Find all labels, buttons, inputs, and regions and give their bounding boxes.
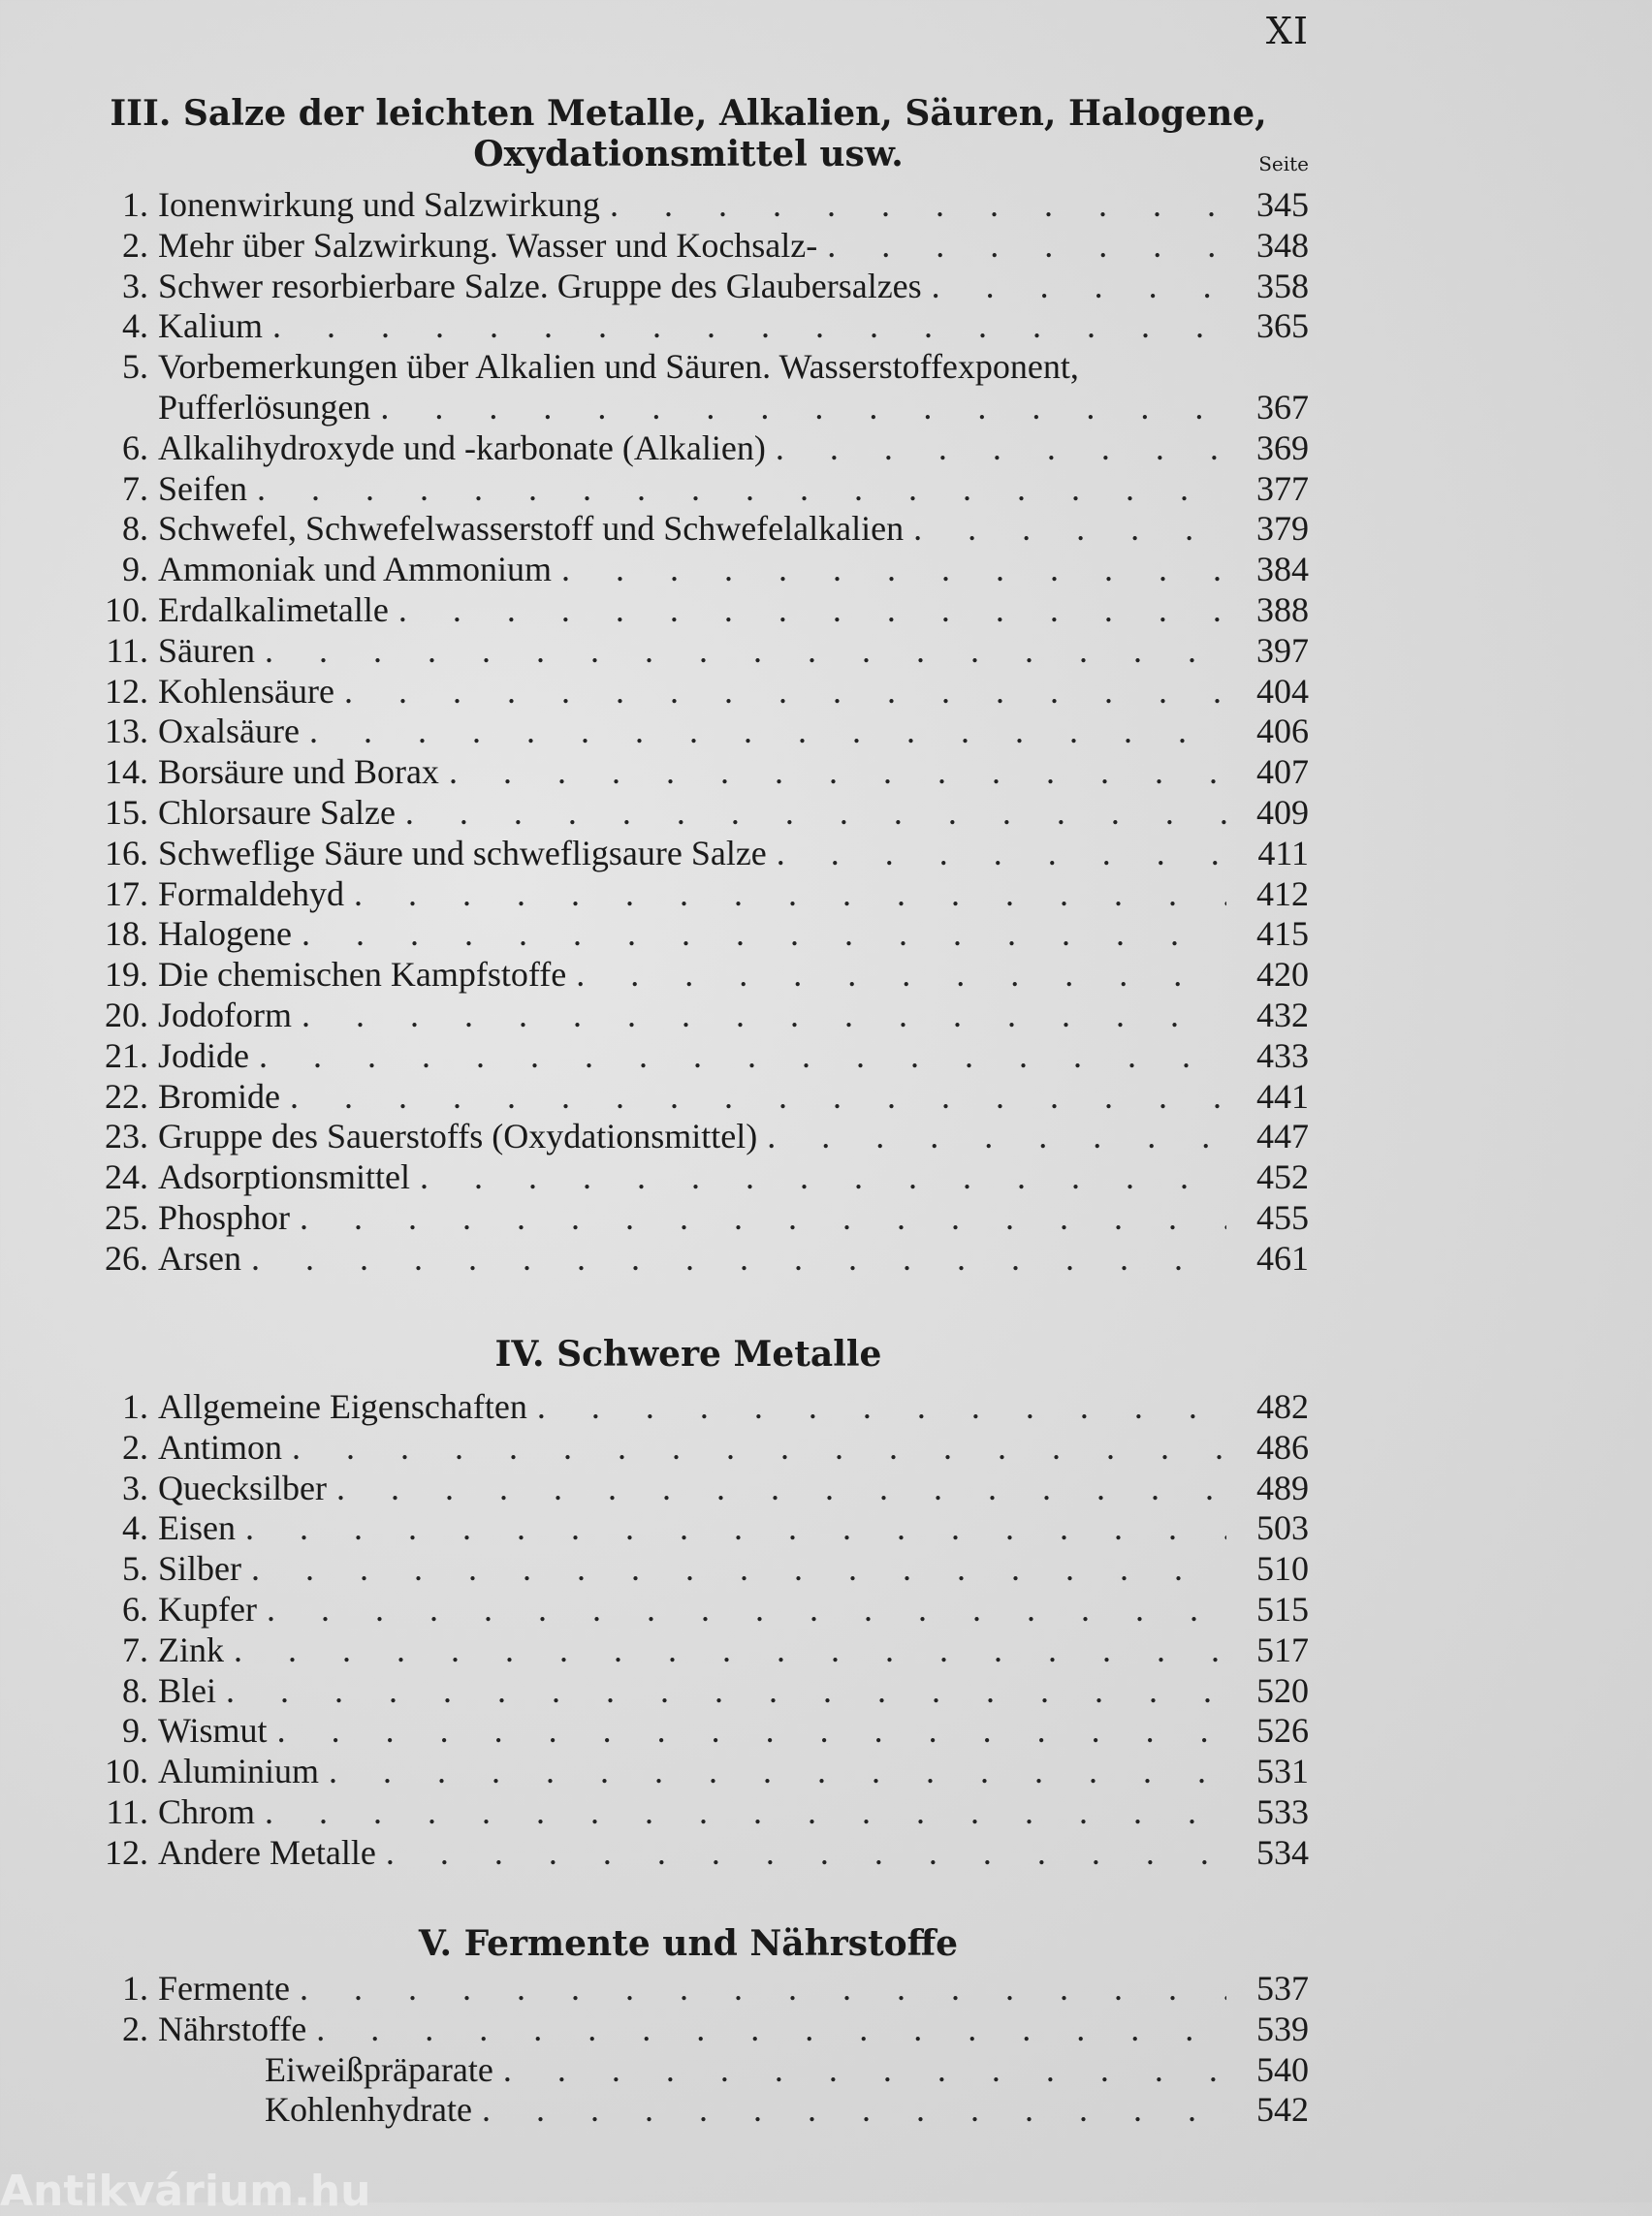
entry-number: 22. [105,1076,148,1116]
entry-number: 1. [122,1969,148,2008]
entry-title: Allgemeine Eigenschaften [158,1387,527,1426]
dot-leader [777,833,1226,873]
toc-subentry [78,2089,1309,2130]
entry-page: 365 [1256,306,1309,346]
entry-number: 23. [105,1117,148,1156]
entry-title: Bromide [158,1076,280,1116]
dot-leader [610,184,1226,225]
entry-number: 7. [122,468,148,508]
entry-title: Kohlenhydrate [265,2090,472,2130]
dot-leader [251,1548,1226,1589]
entry-title: Oxalsäure [158,712,300,751]
page-number: XI [1265,10,1309,52]
entry-number: 1. [122,185,148,224]
entry-number: 16. [105,833,148,872]
entry-number: 7. [122,1630,148,1669]
entry-title: Jodide [158,1035,249,1075]
entry-title: Chlorsaure Salze [158,792,396,832]
toc-entry [78,1116,1309,1156]
dot-leader [336,1468,1226,1508]
entry-number: 2. [122,2009,148,2048]
entry-page: 515 [1256,1589,1309,1629]
toc-entry [78,954,1309,995]
dot-leader [290,1076,1226,1117]
toc-entry [78,995,1309,1035]
toc-entry [78,1751,1309,1791]
entry-page: 433 [1256,1035,1309,1075]
toc-section-iii [78,184,1309,1279]
entry-number: 17. [105,873,148,913]
dot-leader [767,1116,1226,1156]
toc-entry [78,1791,1309,1832]
dot-leader [234,1630,1226,1670]
entry-page: 542 [1256,2090,1309,2130]
entry-page: 452 [1256,1157,1309,1197]
entry-number: 26. [105,1238,148,1278]
entry-page: 348 [1256,225,1309,265]
dot-leader [251,1238,1226,1279]
toc-entry [78,1197,1309,1238]
toc-entry [78,1710,1309,1751]
entry-page: 503 [1256,1508,1309,1548]
entry-title: Adsorptionsmittel [158,1157,410,1197]
entry-page: 411 [1257,833,1309,872]
toc-entry [78,225,1309,266]
toc-entry [78,792,1309,833]
toc-entry [78,1548,1309,1589]
entry-title: Mehr über Salzwirkung. Wasser und Kochsalz- [158,225,818,265]
entry-page: 420 [1256,955,1309,995]
entry-title: Die chemischen Kampfstoffe [158,955,567,995]
entry-page: 539 [1256,2009,1309,2048]
toc-entry [78,1427,1309,1468]
entry-number: 4. [122,1508,148,1548]
entry-title: Borsäure und Borax [158,752,439,792]
entry-number: 9. [122,550,148,589]
dot-leader [405,792,1226,833]
entry-title: Arsen [158,1238,241,1278]
entry-number: 15. [105,792,148,832]
entry-page: 345 [1256,185,1309,224]
entry-number: 3. [122,1468,148,1507]
entry-title: Fermente [158,1969,290,2008]
entry-page: 531 [1256,1752,1309,1791]
entry-title: Kupfer [158,1589,257,1629]
dot-leader [537,1386,1226,1427]
entry-title: Wismut [158,1711,268,1751]
toc-entry [78,468,1309,509]
toc-section-v [78,1968,1309,2130]
toc-entry [78,751,1309,792]
entry-title: Schwer resorbierbare Salze. Gruppe des Glaubersalzes [158,266,922,305]
dot-leader [380,387,1226,427]
dot-leader [302,995,1226,1035]
dot-leader [776,427,1226,468]
dot-leader [257,468,1226,509]
dot-leader [827,225,1226,266]
dot-leader [226,1670,1226,1711]
entry-page: 510 [1256,1549,1309,1589]
toc-entry [78,266,1309,306]
toc-entry [78,508,1309,549]
dot-leader [576,954,1226,995]
entry-number: 6. [122,1589,148,1629]
toc-entry [78,589,1309,630]
section-iii-title-line1: III. Salze der leichten Metalle, Alkalien, Säuren, Halogene, [110,93,1267,134]
toc-entry [78,184,1309,225]
entry-page: 517 [1256,1630,1309,1669]
entry-title: Blei [158,1670,216,1710]
toc-entry [78,833,1309,873]
toc-entry [78,873,1309,914]
entry-title: Seifen [158,468,247,508]
dot-leader [265,1791,1226,1832]
entry-number: 10. [105,589,148,629]
toc-entry [78,549,1309,589]
entry-page: 533 [1256,1791,1309,1831]
entry-page: 447 [1256,1117,1309,1156]
entry-title: Alkalihydroxyde und -karbonate (Alkalien) [158,427,766,467]
entry-page: 377 [1256,468,1309,508]
toc-entry [78,1968,1309,2009]
dot-leader [309,711,1226,751]
entry-number: 20. [105,995,148,1034]
entry-number: 8. [122,1670,148,1710]
toc-entry [78,1076,1309,1117]
section-v-title: V. Fermente und Nährstoffe [418,1923,959,1964]
entry-page: 486 [1256,1427,1309,1467]
dot-leader [344,671,1226,712]
entry-number: 11. [106,630,148,670]
entry-title: Aluminium [158,1752,320,1791]
dot-leader [329,1751,1226,1791]
dot-leader [316,2009,1226,2049]
entry-page: 537 [1256,1969,1309,2008]
entry-number: 12. [105,1832,148,1872]
entry-title: Schwefel, Schwefelwasserstoff und Schwefelalkalien [158,509,905,549]
toc-entry [78,1386,1309,1427]
entry-page: 404 [1256,671,1309,711]
entry-page: 379 [1256,509,1309,549]
dot-leader [398,589,1226,630]
toc-entry [78,2009,1309,2049]
entry-page: 369 [1256,427,1309,467]
entry-title: Schweflige Säure und schwefligsaure Salze [158,833,767,872]
entry-title: Formaldehyd [158,873,344,913]
entry-page: 358 [1256,266,1309,305]
toc-entry [78,1630,1309,1670]
entry-title: Zink [158,1630,224,1669]
dot-leader [292,1427,1226,1468]
dot-leader [354,873,1226,914]
toc-entry [78,346,1309,387]
entry-title: Pufferlösungen [158,387,371,427]
dot-leader [913,508,1226,549]
entry-number: 25. [105,1197,148,1237]
entry-number: 12. [105,671,148,711]
toc-entry [78,1468,1309,1508]
entry-title: Eiweißpräparate [265,2049,493,2089]
dot-leader [302,913,1226,954]
entry-page: 397 [1256,630,1309,670]
entry-title: Halogene [158,914,292,954]
entry-title: Ionenwirkung und Salzwirkung [158,185,600,224]
entry-number: 5. [122,347,148,387]
dot-leader [267,1589,1226,1630]
entry-number: 3. [122,266,148,305]
entry-number: 8. [122,509,148,549]
entry-page: 432 [1256,995,1309,1034]
dot-leader [449,751,1226,792]
toc-entry [78,1507,1309,1548]
entry-page: 489 [1256,1468,1309,1507]
entry-number: 10. [105,1752,148,1791]
toc-entry-continuation [78,387,1309,427]
entry-number: 18. [105,914,148,954]
toc-entry [78,1589,1309,1630]
dot-leader [259,1035,1226,1076]
dot-leader [420,1156,1226,1197]
entry-number: 2. [122,225,148,265]
entry-title: Erdalkalimetalle [158,589,389,629]
dot-leader [932,266,1226,306]
entry-number: 19. [105,955,148,995]
entry-page: 384 [1256,550,1309,589]
entry-page: 367 [1256,387,1309,427]
toc-entry [78,630,1309,671]
watermark-text: Antikvárium.hu [0,2167,371,2216]
entry-page: 455 [1256,1197,1309,1237]
entry-number: 24. [105,1157,148,1197]
seite-label: Seite [1258,152,1309,175]
dot-leader [300,1197,1226,1238]
entry-title: Antimon [158,1427,283,1467]
entry-title: Kalium [158,306,263,346]
entry-title: Gruppe des Sauerstoffs (Oxydationsmittel) [158,1117,758,1156]
entry-page: 482 [1256,1387,1309,1426]
dot-leader [245,1507,1226,1548]
entry-number: 6. [122,427,148,467]
entry-number: 11. [106,1791,148,1831]
entry-title: Vorbemerkungen über Alkalien und Säuren. Wasserstoffexponent, [158,347,1079,387]
entry-page: 534 [1256,1832,1309,1872]
entry-title: Chrom [158,1791,256,1831]
entry-title: Eisen [158,1508,236,1548]
entry-title: Kohlensäure [158,671,334,711]
entry-number: 21. [105,1035,148,1075]
dot-leader [272,305,1226,346]
entry-title: Quecksilber [158,1468,327,1507]
entry-page: 406 [1256,712,1309,751]
toc-entry [78,1238,1309,1279]
dot-leader [503,2049,1226,2090]
entry-page: 520 [1256,1670,1309,1710]
entry-page: 441 [1256,1076,1309,1116]
entry-title: Silber [158,1549,241,1589]
entry-page: 526 [1256,1711,1309,1751]
section-iii-title-line2: Oxydationsmittel usw. [473,134,904,174]
toc-entry [78,711,1309,751]
entry-title: Säuren [158,630,255,670]
entry-title: Andere Metalle [158,1832,376,1872]
toc-entry [78,913,1309,954]
toc-entry [78,671,1309,712]
entry-title: Jodoform [158,995,292,1034]
entry-page: 409 [1256,792,1309,832]
toc-entry [78,427,1309,468]
entry-page: 415 [1256,914,1309,954]
dot-leader [300,1968,1226,2009]
entry-number: 1. [122,1387,148,1426]
entry-page: 388 [1256,589,1309,629]
entry-number: 9. [122,1711,148,1751]
dot-leader [265,630,1226,671]
entry-number: 14. [105,752,148,792]
section-iv-title: IV. Schwere Metalle [494,1334,882,1375]
toc-entry [78,1670,1309,1711]
entry-page: 461 [1256,1238,1309,1278]
toc-entry [78,1035,1309,1076]
toc-entry [78,305,1309,346]
dot-leader [386,1832,1226,1873]
entry-page: 407 [1256,752,1309,792]
dot-leader [482,2089,1226,2130]
entry-title: Ammoniak und Ammonium [158,550,553,589]
dot-leader [277,1710,1226,1751]
entry-title: Nährstoffe [158,2009,307,2048]
toc-entry [78,1832,1309,1873]
entry-page: 540 [1256,2049,1309,2089]
toc-section-iv [78,1386,1309,1873]
entry-number: 5. [122,1549,148,1589]
toc-subentry [78,2049,1309,2090]
entry-number: 4. [122,306,148,346]
entry-number: 2. [122,1427,148,1467]
entry-number: 13. [105,712,148,751]
entry-page: 412 [1256,873,1309,913]
toc-entry [78,1156,1309,1197]
entry-title: Phosphor [158,1197,291,1237]
dot-leader [561,549,1226,589]
